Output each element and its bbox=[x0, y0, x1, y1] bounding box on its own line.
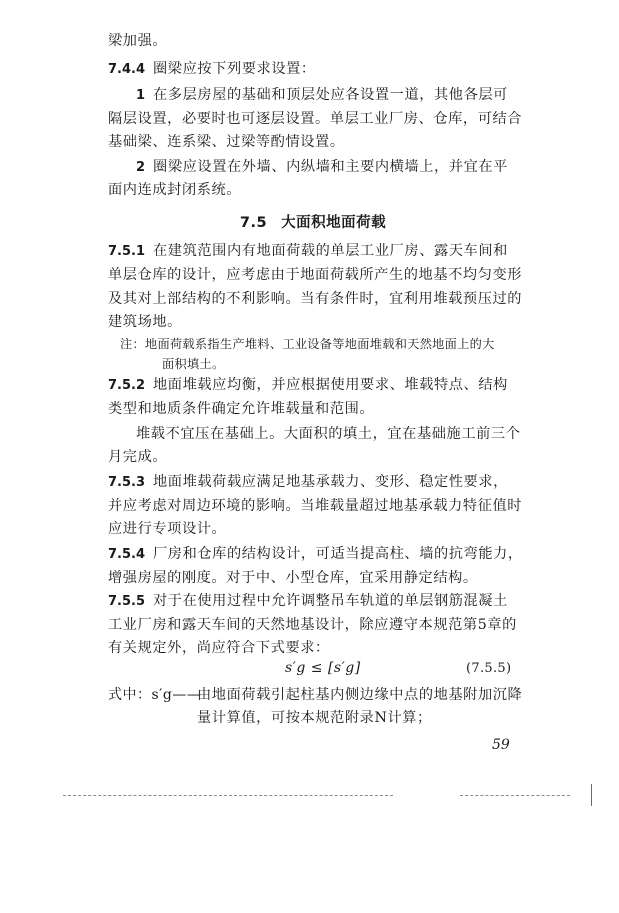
where-label: 式中：s′g—— bbox=[108, 687, 202, 703]
clause-7-5-2: 7.5.2 地面堆载应均衡，并应根据使用要求、堆载特点、结构 bbox=[108, 377, 508, 393]
where-definition: 由地面荷载引起柱基内侧边缘中点的地基附加沉降 bbox=[197, 687, 523, 703]
clause-7-5-5-line: 有关规定外，尚应符合下式要求： bbox=[108, 640, 330, 656]
item-number: 2 bbox=[136, 160, 146, 175]
clause-7-5-2-line: 月完成。 bbox=[108, 449, 168, 465]
note-line: 面积填土。 bbox=[162, 357, 225, 371]
item-number: 1 bbox=[136, 88, 146, 103]
item-1-line: 隔层设置，必要时也可逐层设置。单层工业厂房、仓库，可结合 bbox=[108, 111, 523, 127]
clause-number: 7.5.4 bbox=[108, 547, 146, 562]
clause-number: 7.5.3 bbox=[108, 475, 146, 490]
clause-number: 7.5.5 bbox=[108, 594, 146, 609]
item-1-line: 基础梁、连系梁、过梁等酌情设置。 bbox=[108, 134, 345, 150]
clause-7-5-2-line: 堆载不宜压在基础上。大面积的填土，宜在基础施工前三个 bbox=[136, 426, 521, 442]
section-number: 7.5 bbox=[239, 215, 268, 231]
formula-number: (7.5.5) bbox=[466, 661, 512, 676]
formula: s′g ≤ [s′g] bbox=[285, 660, 361, 676]
scan-edge-line bbox=[460, 795, 570, 796]
note-line: 注：地面荷载系指生产堆料、工业设备等地面堆载和天然地面上的大 bbox=[120, 337, 495, 351]
clause-7-5-1-line: 建筑场地。 bbox=[108, 314, 182, 330]
clause-7-5-1-line: 及其对上部结构的不利影响。当有条件时，宜利用堆载预压过的 bbox=[108, 291, 523, 307]
clause-number: 7.5.1 bbox=[108, 244, 146, 259]
clause-7-4-4: 7.4.4 圈梁应按下列要求设置： bbox=[108, 61, 316, 77]
scan-edge-mark bbox=[591, 784, 592, 806]
clause-7-5-3: 7.5.3 地面堆载荷载应满足地基承载力、变形、稳定性要求， bbox=[108, 474, 508, 490]
page-number: 59 bbox=[492, 737, 510, 753]
clause-number: 7.5.2 bbox=[108, 378, 146, 393]
section-heading: 大面积地面荷载 bbox=[281, 215, 387, 231]
clause-7-5-4-line: 增强房屋的刚度。对于中、小型仓库，宜采用静定结构。 bbox=[108, 570, 478, 586]
item-2-line: 面内连成封闭系统。 bbox=[108, 182, 242, 198]
clause-7-5-2-line: 类型和地质条件确定允许堆载量和范围。 bbox=[108, 401, 375, 417]
text-line: 梁加强。 bbox=[108, 33, 168, 49]
clause-7-5-5: 7.5.5 对于在使用过程中允许调整吊车轨道的单层钢筋混凝土 bbox=[108, 593, 508, 609]
clause-7-5-3-line: 并应考虑对周边环境的影响。当堆载量超过地基承载力特征值时 bbox=[108, 498, 523, 514]
scan-edge-line bbox=[63, 795, 393, 796]
clause-7-5-1: 7.5.1 在建筑范围内有地面荷载的单层工业厂房、露天车间和 bbox=[108, 243, 508, 259]
clause-7-5-3-line: 应进行专项设计。 bbox=[108, 521, 227, 537]
clause-7-5-4: 7.5.4 厂房和仓库的结构设计，可适当提高柱、墙的抗弯能力， bbox=[108, 546, 523, 562]
section-title bbox=[108, 211, 518, 232]
item-1-line: 1 在多层房屋的基础和顶层处应各设置一道，其他各层可 bbox=[136, 87, 508, 103]
item-2-line: 2 圈梁应设置在外墙、内纵墙和主要内横墙上，并宜在平 bbox=[136, 159, 508, 175]
clause-7-5-5-line: 工业厂房和露天车间的天然地基设计，除应遵守本规范第5章的 bbox=[108, 617, 517, 633]
clause-number: 7.4.4 bbox=[108, 62, 146, 77]
where-definition: 量计算值，可按本规范附录N计算； bbox=[197, 710, 432, 726]
clause-7-5-1-line: 单层仓库的设计，应考虑由于地面荷载所产生的地基不均匀变形 bbox=[108, 267, 523, 283]
